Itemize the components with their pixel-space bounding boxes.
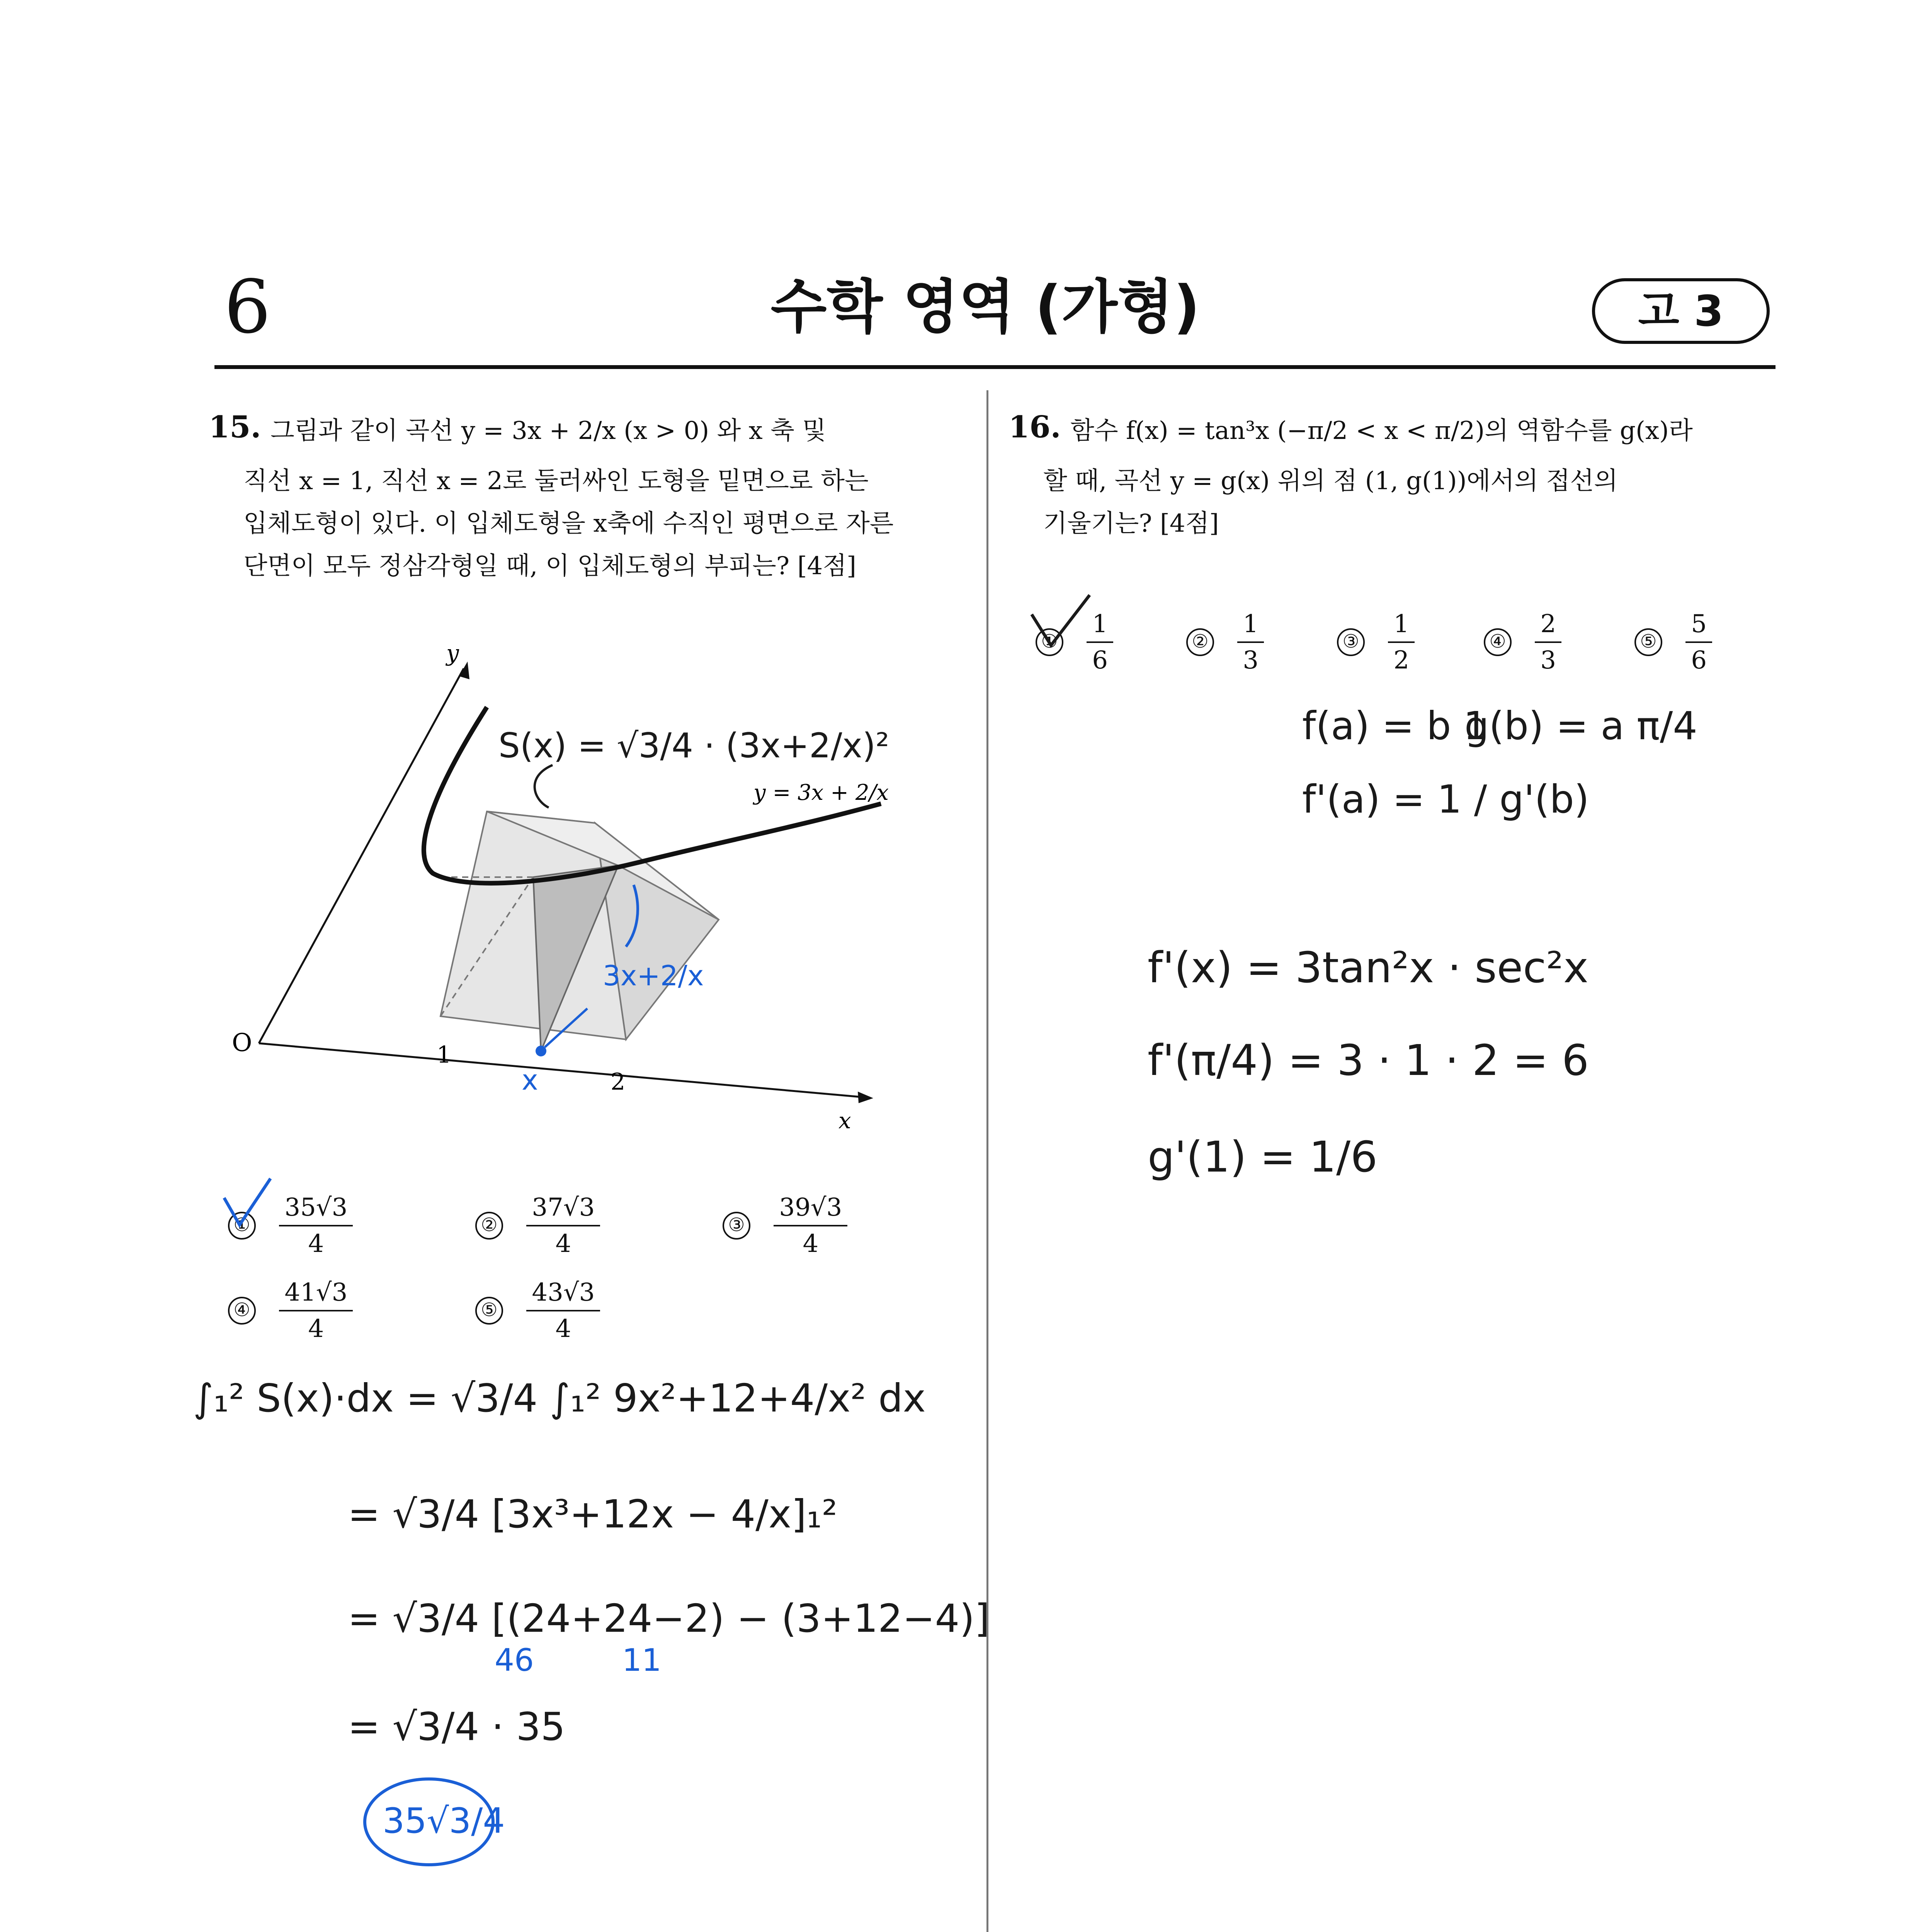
- solid-figure: [216, 638, 935, 1140]
- question-line: 그림과 같이 곡선 y = 3x + 2/x (x > 0) 와 x 축 및: [270, 417, 827, 445]
- question-number: 15.: [209, 410, 261, 445]
- question-line: 직선 x = 1, 직선 x = 2로 둘러싸인 도형을 밑면으로 하는: [243, 467, 869, 495]
- question-line: 기울기는? [4점]: [1043, 509, 1219, 538]
- choice-fraction: $\frac{41√3}{4}$: [279, 1275, 353, 1346]
- choice-fraction: $\frac{2}{3}$: [1535, 607, 1561, 678]
- handwritten-line-5: g'(1) = 1/6: [1148, 1132, 1378, 1182]
- question-number: 16.: [1009, 410, 1061, 445]
- choice-mark: ④: [228, 1297, 256, 1325]
- choice-fraction: $\frac{5}{6}$: [1685, 607, 1712, 678]
- handwritten-step-3-value-b: 11: [622, 1642, 662, 1678]
- choice-mark: ③: [723, 1212, 750, 1240]
- handwritten-line-4: f'(π/4) = 3 · 1 · 2 = 6: [1148, 1036, 1589, 1085]
- x-axis: [259, 1043, 866, 1097]
- choice-16-3[interactable]: [1337, 607, 1415, 678]
- choice-15-5[interactable]: [475, 1275, 600, 1346]
- choice-16-2[interactable]: [1186, 607, 1264, 678]
- choice-fraction: $\frac{1}{2}$: [1388, 607, 1415, 678]
- check-mark-icon: [220, 1175, 274, 1233]
- header-rule: [214, 365, 1776, 369]
- choice-15-3[interactable]: [723, 1190, 847, 1261]
- tick-2-label: 2: [611, 1068, 626, 1095]
- question-line: 입체도형이 있다. 이 입체도형을 x축에 수직인 평면으로 자른: [243, 509, 894, 538]
- check-mark-icon: [1028, 591, 1094, 653]
- question-line: 함수 f(x) = tan³x (−π/2 < x < π/2)의 역함수를 g(x)라: [1070, 417, 1693, 445]
- handwritten-step-3-value-a: 46: [495, 1642, 534, 1678]
- handwritten-line-1b: g(b) = a π/4: [1464, 703, 1697, 748]
- handwritten-step-2: = √3/4 [3x³+12x − 4/x]₁²: [348, 1492, 838, 1537]
- choice-fraction: $\frac{1}{3}$: [1237, 607, 1264, 678]
- choice-15-4[interactable]: [228, 1275, 353, 1346]
- question-line: 단면이 모두 정삼각형일 때, 이 입체도형의 부피는? [4점]: [243, 552, 857, 580]
- choice-mark: ⑤: [1634, 628, 1662, 656]
- choice-fraction: $\frac{39√3}{4}$: [774, 1190, 847, 1261]
- handwritten-step-4: = √3/4 · 35: [348, 1704, 565, 1749]
- y-axis: [259, 668, 464, 1043]
- handwritten-line-2: f'(a) = 1 / g'(b): [1302, 777, 1589, 822]
- choice-mark: ②: [1186, 628, 1214, 656]
- handwritten-step-1: ∫₁² S(x)·dx = √3/4 ∫₁² 9x²+12+4/x² dx: [193, 1376, 926, 1421]
- y-axis-label: y: [446, 640, 459, 666]
- handwritten-line-3: f'(x) = 3tan²x · sec²x: [1148, 943, 1588, 992]
- page-number: 6: [224, 264, 271, 350]
- choice-mark: ⑤: [475, 1297, 503, 1325]
- choice-16-4[interactable]: [1484, 607, 1561, 678]
- handwritten-line-1a: f(a) = b 1: [1302, 703, 1488, 748]
- origin-label: O: [232, 1029, 252, 1057]
- choice-16-5[interactable]: [1634, 607, 1712, 678]
- choice-mark: ②: [475, 1212, 503, 1240]
- choice-mark: ④: [1484, 628, 1512, 656]
- handwritten-x-note: x: [522, 1064, 538, 1096]
- handwritten-height-note: 3x+2/x: [603, 959, 704, 992]
- grade-badge: 고 3: [1592, 278, 1770, 344]
- choice-fraction: $\frac{1}{6}$: [1087, 607, 1113, 678]
- choice-fraction: $\frac{35√3}{4}$: [279, 1190, 353, 1261]
- handwritten-answer: 35√3/4: [383, 1801, 505, 1841]
- choice-mark: ①: [1036, 628, 1063, 656]
- x-axis-label: x: [838, 1107, 851, 1134]
- question-line: 할 때, 곡선 y = g(x) 위의 점 (1, g(1))에서의 접선의: [1043, 467, 1618, 495]
- handwritten-step-3: = √3/4 [(24+24−2) − (3+12−4)]: [348, 1596, 990, 1641]
- choice-fraction: $\frac{43√3}{4}$: [526, 1275, 600, 1346]
- tick-1-label: 1: [437, 1041, 452, 1068]
- choice-mark: ③: [1337, 628, 1365, 656]
- choice-mark: ①: [228, 1212, 256, 1240]
- column-divider: [986, 390, 988, 1932]
- choice-fraction: $\frac{37√3}{4}$: [526, 1190, 600, 1261]
- curve-label: y = 3x + 2/x: [753, 780, 889, 805]
- choice-15-2[interactable]: [475, 1190, 600, 1261]
- handwritten-area-formula: S(x) = √3/4 · (3x+2/x)²: [498, 726, 889, 765]
- page-title: 수학 영역 (가형): [770, 274, 1200, 341]
